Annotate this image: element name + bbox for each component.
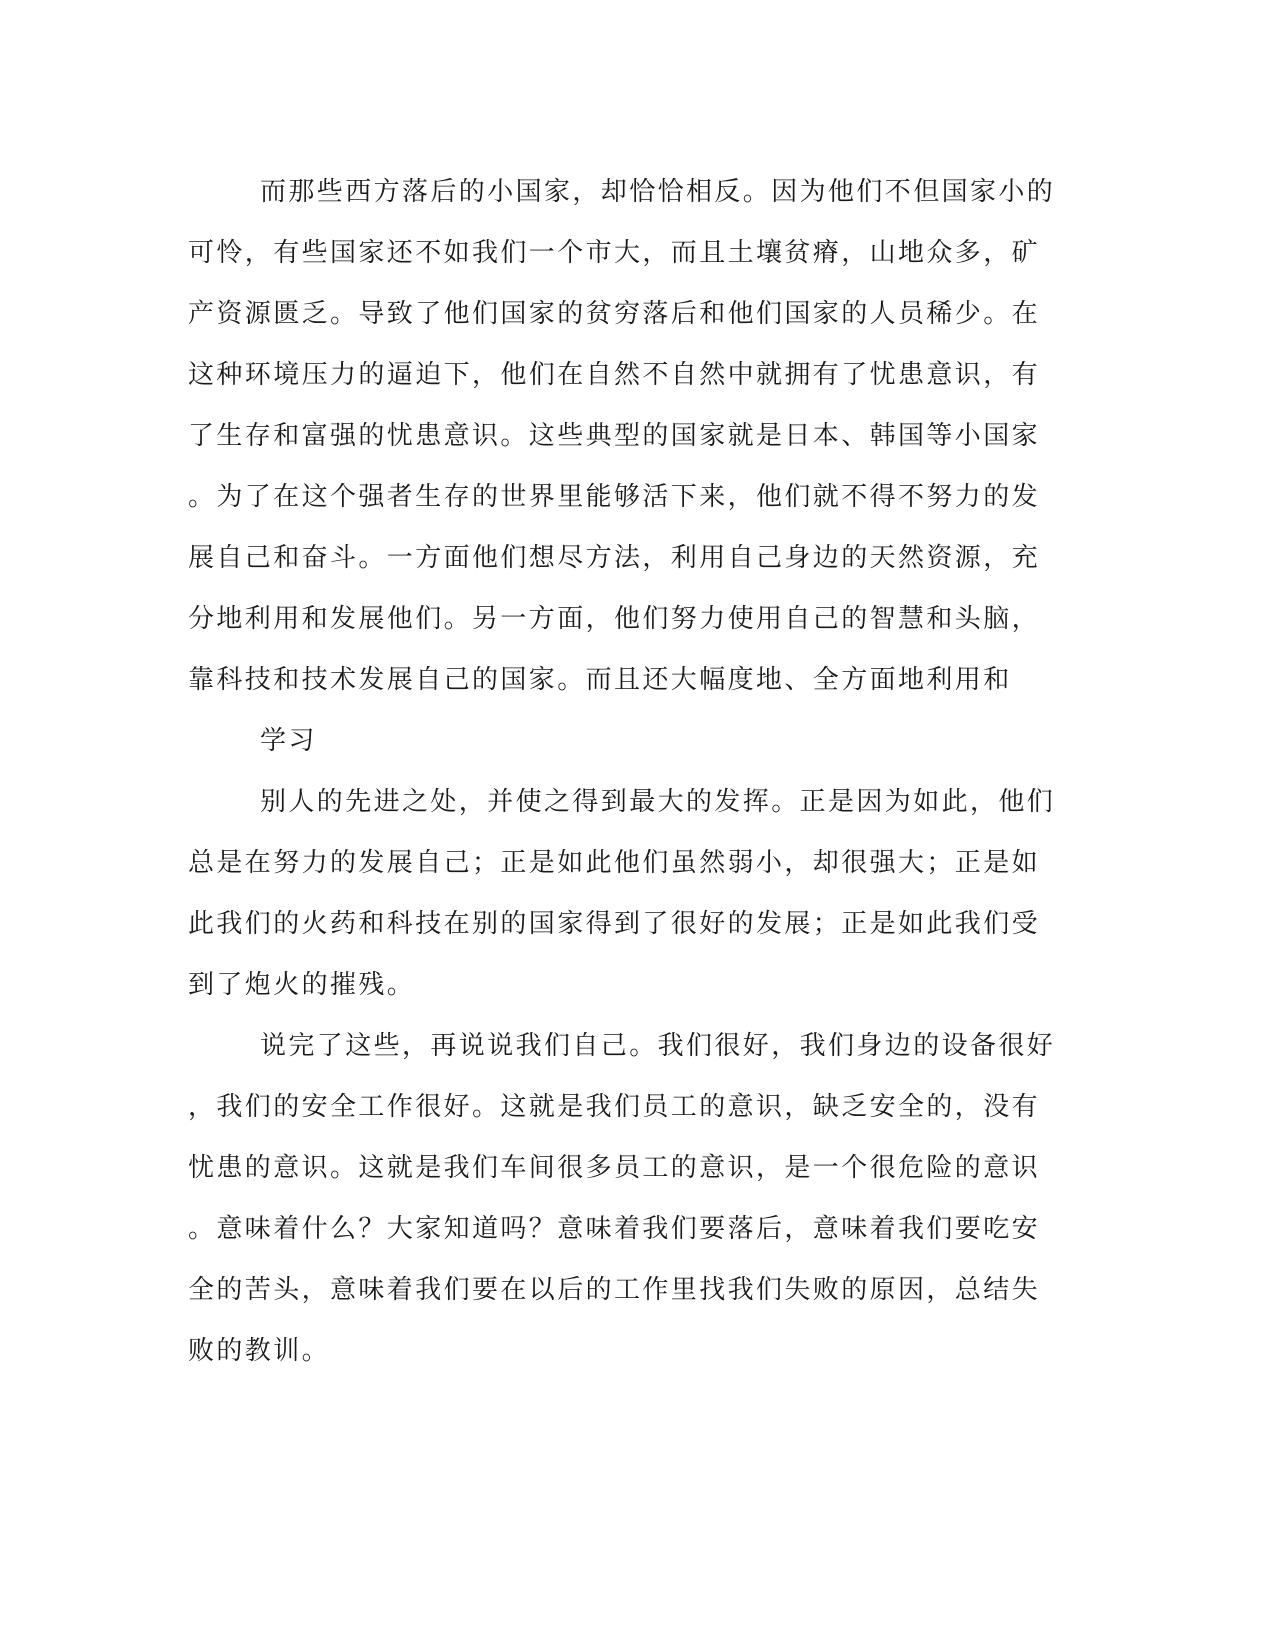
paragraph-line: 此我们的火药和科技在别的国家得到了很好的发展；正是如此我们受 [188,909,1041,939]
paragraph-line: 说完了这些，再说说我们自己。我们很好，我们身边的设备很好 [260,1031,1056,1061]
paragraph-line: 总是在努力的发展自己；正是如此他们虽然弱小，却很强大；正是如 [188,848,1041,878]
paragraph-line: 可怜，有些国家还不如我们一个市大，而且土壤贫瘠，山地众多，矿 [188,238,1041,268]
paragraph-line: ，我们的安全工作很好。这就是我们员工的意识，缺乏安全的，没有 [188,1092,1041,1122]
paragraph-line: 学习 [260,726,317,756]
paragraph-line: 到了炮火的摧残。 [188,970,416,1000]
paragraph-line: 分地利用和发展他们。另一方面，他们努力使用自己的智慧和头脑， [188,604,1041,634]
paragraph-line: 这种环境压力的逼迫下，他们在自然不自然中就拥有了忧患意识，有 [188,360,1041,390]
paragraph-line: 别人的先进之处，并使之得到最大的发挥。正是因为如此，他们 [260,787,1056,817]
paragraph-line: 。为了在这个强者生存的世界里能够活下来，他们就不得不努力的发 [188,482,1041,512]
document-body [188,162,1088,1382]
paragraph-line: 了生存和富强的忧患意识。这些典型的国家就是日本、韩国等小国家 [188,421,1041,451]
paragraph-line: 而那些西方落后的小国家，却恰恰相反。因为他们不但国家小的 [260,177,1056,207]
paragraph-line: 展自己和奋斗。一方面他们想尽方法，利用自己身边的天然资源，充 [188,543,1041,573]
paragraph-line: 忧患的意识。这就是我们车间很多员工的意识，是一个很危险的意识 [188,1153,1041,1183]
paragraph-line: 。意味着什么？大家知道吗？意味着我们要落后，意味着我们要吃安 [188,1214,1041,1244]
paragraph-line: 全的苦头，意味着我们要在以后的工作里找我们失败的原因，总结失 [188,1275,1041,1305]
paragraph-line: 败的教训。 [188,1336,331,1366]
paragraph-line: 产资源匮乏。导致了他们国家的贫穷落后和他们国家的人员稀少。在 [188,299,1041,329]
paragraph-line: 靠科技和技术发展自己的国家。而且还大幅度地、全方面地利用和 [188,665,1012,695]
